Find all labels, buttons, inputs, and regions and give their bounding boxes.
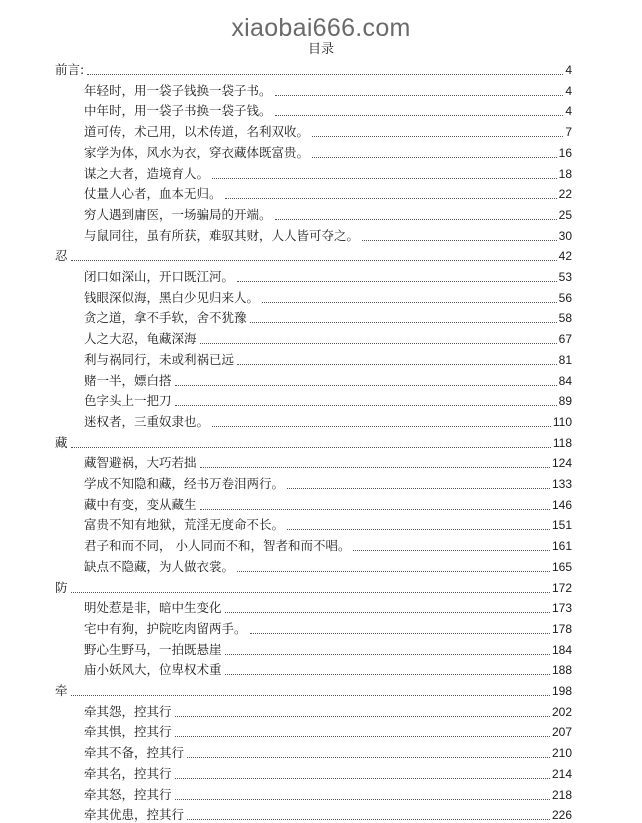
toc-entry[interactable] (83, 472, 572, 492)
page-number: 81 (558, 352, 572, 367)
dot-leader (175, 385, 557, 386)
toc-entry-label: 野心生野马，一拍既悬崖 (84, 641, 222, 657)
dot-leader (225, 198, 557, 199)
toc-entry-label: 牵其名，控其行 (84, 765, 172, 781)
toc-entry[interactable] (83, 803, 572, 823)
toc-entry-label-highlighted: 宅中有狗，护院吃肉留两手。 (84, 620, 247, 636)
toc-entry[interactable] (83, 286, 572, 306)
toc-entry-label: 与鼠同往，虽有所获，难驭其财，人人皆可夺之。 (84, 227, 360, 243)
toc-entry[interactable] (83, 141, 572, 161)
page-number: 7 (565, 125, 572, 140)
dot-leader (237, 281, 557, 282)
page-number: 172 (551, 580, 572, 595)
page-number: 30 (558, 228, 572, 243)
toc-entry-label: 牵其惧，控其行 (84, 724, 172, 740)
toc-entry[interactable] (83, 327, 572, 347)
toc-entry[interactable] (83, 224, 572, 244)
page-number: 151 (551, 518, 572, 533)
page-number: 89 (558, 394, 572, 409)
dot-leader (87, 74, 563, 75)
page-number: 58 (558, 311, 572, 326)
page-number: 214 (551, 766, 572, 781)
toc-entry[interactable] (83, 369, 572, 389)
toc-entry-label: 明处惹是非，暗中生变化 (84, 600, 222, 616)
toc-entry[interactable] (83, 451, 572, 471)
page-number: 178 (551, 621, 572, 636)
toc-entry[interactable] (83, 638, 572, 658)
dot-leader (237, 571, 550, 572)
page-number: 4 (565, 104, 572, 119)
page-number: 226 (551, 808, 572, 823)
toc-entry-label: 君子和而不同， 小人同而不和，智者和而不唱。 (84, 538, 351, 554)
toc-entry-label-highlighted: 赌一半，嫖白搭 (84, 372, 172, 388)
toc-entry[interactable] (83, 617, 572, 637)
toc-entry-label-highlighted: 穷人遇到庸医，一场骗局的开端。 (84, 206, 272, 222)
page-number: 210 (551, 746, 572, 761)
dot-leader (250, 633, 550, 634)
dot-leader (362, 240, 557, 241)
toc-entry[interactable] (83, 720, 572, 740)
toc-entry[interactable] (83, 203, 572, 223)
toc-entry-label: 贪之道，拿不手软，舍不犹豫 (84, 310, 247, 326)
toc-entry[interactable] (83, 306, 572, 326)
dot-leader (353, 550, 549, 551)
dot-leader (250, 322, 557, 323)
page-number: 165 (551, 559, 572, 574)
toc-entry[interactable] (83, 182, 572, 202)
toc-entry[interactable] (83, 348, 572, 368)
page-number: 161 (551, 539, 572, 554)
toc-entry-label: 中年时，用一袋子书换一袋子钱。 (84, 103, 272, 119)
dot-leader (275, 219, 557, 220)
dot-leader (175, 736, 550, 737)
page-number: 184 (551, 642, 572, 657)
page-number: 42 (558, 249, 572, 264)
page-number: 118 (552, 435, 572, 450)
dot-leader (71, 695, 550, 696)
page-number: 16 (558, 145, 572, 160)
toc-entry[interactable] (83, 762, 572, 782)
toc-entry[interactable] (83, 555, 572, 575)
toc-section[interactable] (54, 679, 572, 699)
dot-leader (71, 260, 557, 261)
toc-entry-label: 牵 (55, 683, 68, 698)
page-title: 目录 (307, 42, 334, 57)
dot-leader (187, 819, 550, 820)
page-number: 53 (558, 270, 572, 284)
dot-leader (71, 592, 550, 593)
watermark: xiaobai666.com (231, 14, 411, 42)
toc-entry[interactable] (83, 534, 572, 554)
page-number: 198 (551, 684, 572, 698)
toc-entry[interactable] (83, 410, 572, 430)
toc-entry-label: 前言: (55, 62, 85, 77)
page-number: 207 (551, 725, 572, 740)
page-number: 218 (551, 787, 572, 802)
toc-entry-label: 迷权者，三重奴隶也。 (84, 413, 210, 429)
toc-entry-label: 谋之大者，造境育人。 (84, 165, 210, 181)
page-number: 4 (565, 83, 572, 98)
toc-entry[interactable] (83, 658, 572, 678)
dot-leader (212, 426, 551, 427)
dot-leader (225, 612, 550, 613)
toc-entry[interactable] (83, 99, 572, 119)
toc-entry[interactable] (83, 700, 572, 720)
toc-entry[interactable] (83, 162, 572, 182)
page-number: 84 (558, 373, 572, 388)
dot-leader (200, 343, 557, 344)
toc-entry[interactable] (83, 741, 572, 761)
dot-leader (187, 757, 550, 758)
toc-entry-label: 富贵不知有地狱，荒淫无度命不长。 (84, 517, 285, 533)
dot-leader (71, 447, 551, 448)
toc-section[interactable] (54, 58, 572, 78)
toc-entry-label-highlighted: 缺点不隐藏，为人做衣裳。 (84, 558, 235, 574)
toc-entry-label: 防 (55, 579, 68, 595)
toc-entry-label: 人之大忍，龟藏深海 (84, 331, 197, 347)
dot-leader (175, 405, 557, 406)
dot-leader (175, 799, 550, 800)
toc-entry-label: 藏 (55, 434, 68, 450)
dot-leader (200, 467, 550, 468)
toc-entry-label: 藏中有变，变从藏生 (84, 496, 197, 512)
toc-section[interactable] (54, 576, 572, 596)
page-number: 124 (551, 456, 572, 471)
toc-entry-label: 家学为体，风水为衣，穿衣藏体既富贵。 (84, 144, 310, 160)
toc-entry-label: 仗量人心者，血本无归。 (84, 186, 222, 202)
page-number: 146 (551, 497, 572, 512)
toc-entry-label: 牵其怒，控其行 (84, 786, 172, 802)
toc-section[interactable] (54, 244, 572, 264)
page-number: 188 (551, 663, 572, 678)
toc-entry-label: 学成不知隐和藏，经书万卷泪两行。 (84, 476, 285, 491)
dot-leader (312, 157, 557, 158)
page-number: 173 (551, 601, 572, 616)
page-number: 4 (565, 63, 572, 77)
toc-entry[interactable] (83, 79, 572, 99)
dot-leader (312, 136, 563, 137)
toc-section[interactable] (54, 431, 572, 451)
page-number: 202 (551, 704, 572, 719)
toc-entry[interactable] (83, 265, 572, 285)
dot-leader (212, 178, 557, 179)
page-number: 56 (558, 290, 572, 305)
toc-entry[interactable] (83, 120, 572, 140)
dot-leader (287, 529, 550, 530)
dot-leader (275, 95, 564, 96)
toc-entry-label: 庙小妖风大，位卑权术重 (84, 662, 222, 678)
toc-entry[interactable] (83, 783, 572, 803)
toc-entry-label: 忍 (55, 248, 68, 264)
page-number: 18 (558, 166, 572, 181)
toc-entry[interactable] (83, 493, 572, 513)
page-number: 67 (558, 332, 572, 347)
page-number: 22 (558, 187, 572, 202)
toc-entry-label-highlighted: 道可传，术己用，以术传道，名利双收。 (84, 124, 310, 140)
toc-entry[interactable] (83, 513, 572, 533)
dot-leader (275, 115, 564, 116)
dot-leader (175, 716, 550, 717)
toc-entry-label: 利与祸同行，未或利祸已远 (84, 351, 235, 367)
dot-leader (237, 364, 557, 365)
toc-entry[interactable] (83, 389, 572, 409)
dot-leader (262, 302, 557, 303)
dot-leader (225, 654, 550, 655)
dot-leader (175, 778, 550, 779)
toc-entry-label: 牵其不备，控其行 (84, 745, 185, 761)
dot-leader (225, 674, 550, 675)
toc-entry-label: 牵其优患，控其行 (84, 807, 185, 823)
toc-entry-label-highlighted: 藏智避祸，大巧若拙 (84, 455, 197, 471)
page-number: 133 (551, 477, 572, 491)
dot-leader (200, 509, 550, 510)
dot-leader (287, 488, 550, 489)
page-number: 25 (558, 207, 572, 222)
toc-entry-label: 闭口如深山，开口既江河。 (84, 269, 235, 284)
page-number: 110 (552, 414, 572, 429)
toc-entry-label: 钱眼深似海，黑白少见归来人。 (84, 289, 260, 305)
toc-entry-label: 色字头上一把刀 (84, 393, 172, 409)
toc-entry-label: 牵其怨，控其行 (84, 703, 172, 719)
toc-entry[interactable] (83, 596, 572, 616)
toc-entry-label: 年轻时，用一袋子钱换一袋子书。 (84, 82, 272, 98)
